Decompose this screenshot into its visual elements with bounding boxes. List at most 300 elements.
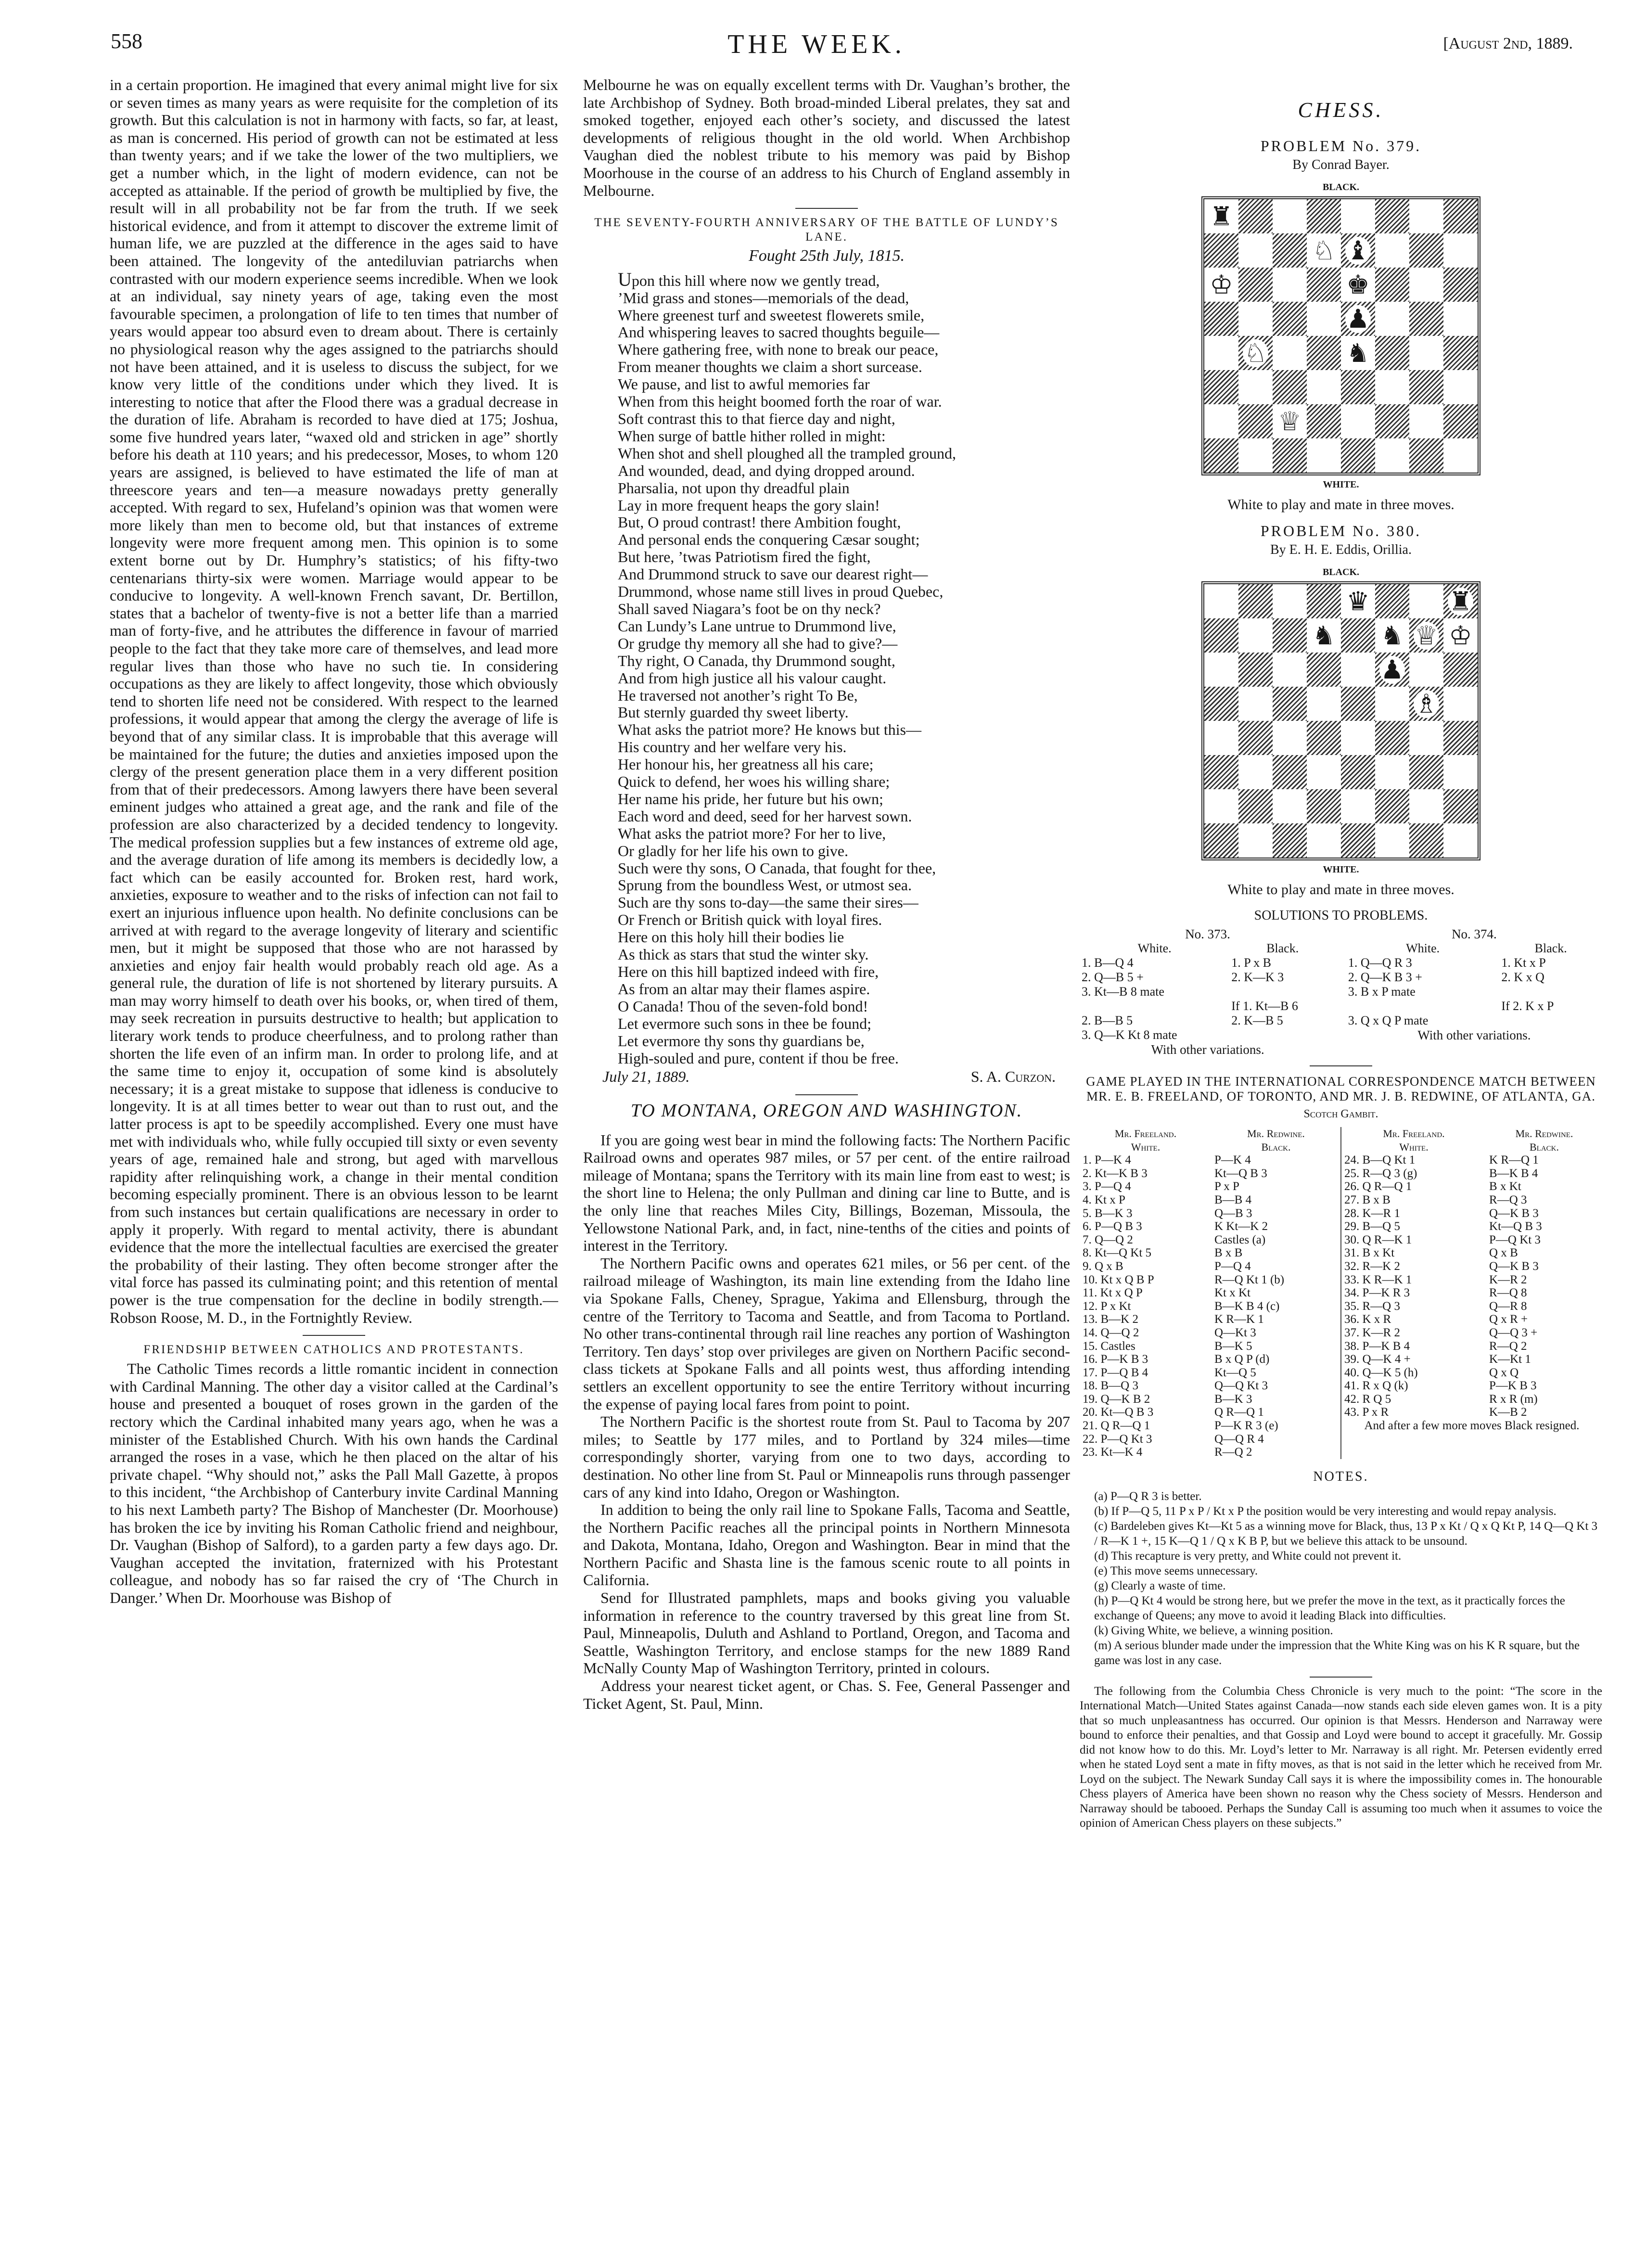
- game-move: 32. R—K 2: [1344, 1259, 1400, 1273]
- railroad-article-body: [583, 1131, 1070, 1713]
- game-move: R—Q 2: [1489, 1339, 1527, 1353]
- poem-line: When surge of battle hither rolled in might:: [618, 427, 886, 445]
- black-chess-piece-icon: ♚: [1346, 269, 1370, 300]
- game-move: R—Q 3: [1489, 1193, 1527, 1206]
- game-move: 1. P—K 4: [1083, 1153, 1131, 1167]
- game-move: Q—R 8: [1489, 1299, 1527, 1313]
- newspaper-title: THE WEEK.: [727, 29, 906, 59]
- game-move: K R—Q 1: [1489, 1153, 1539, 1167]
- white-chess-piece-icon: ♔: [1210, 269, 1233, 300]
- game-note: (m) A serious blunder made under the impression that the White King was on his K R square, but the game was lost in any case.: [1094, 1639, 1580, 1667]
- poem-line: He traversed not another’s right To Be,: [618, 686, 858, 704]
- friendship-article-text: The Catholic Times records a little romantic incident in connection with Cardinal Manning. The other day a visitor called at the Cardinal’s house and presented a bouquet of roses grown in the garden of the rectory which the Cardinal inhabited many years ago, when he was a minister of the Established Church. With his own hands the Cardinal arranged the roses in a vase, which he then placed on the altar of his private chapel. “Why should not,” asks the Pall Mall Gazette, à propos to this incident, “the Archbishop of Canterbury invite Cardinal Manning to his next Lambeth party? The Bishop of Manchester (Dr. Moorhouse) has broken the ice by inviting his Roman Catholic friend and neighbour, Dr. Vaughan (Bishop of Salford), to a garden party a few days ago. Dr. Vaughan accepted the invitation, fraternized with his Protestant colleague, and nobody has so far raised the cry of ‘The Church in Danger.’ When Dr. Moorhouse was Bishop of: [110, 1360, 558, 1606]
- chess-board-problem-379: [1201, 196, 1480, 475]
- board-square: [1375, 438, 1409, 473]
- game-move: B—B 4: [1214, 1193, 1252, 1206]
- game-note: (b) If P—Q 5, 11 P x P / Kt x P the position would be very interesting and would repay analysis.: [1094, 1504, 1556, 1518]
- board-square: [1204, 404, 1238, 438]
- poem-line: Quick to defend, her woes his willing share;: [618, 773, 890, 791]
- problem-379-black-label: BLACK.: [1322, 182, 1360, 192]
- board-square: [1238, 687, 1273, 721]
- board-square: [1409, 199, 1443, 233]
- poem-line: Thy right, O Canada, thy Drummond sought,: [618, 652, 895, 669]
- railroad-paragraph: Address your nearest ticket agent, or Chas. S. Fee, General Passenger and Ticket Agent, St. Paul, Minn.: [583, 1677, 1070, 1712]
- solutions: [1080, 927, 1602, 1057]
- board-square: [1443, 584, 1478, 618]
- board-square: [1204, 789, 1238, 823]
- game-note: (a) P—Q R 3 is better.: [1094, 1489, 1202, 1503]
- board-square: [1375, 336, 1409, 370]
- notes-heading: NOTES.: [1313, 1469, 1369, 1484]
- game-move: 35. R—Q 3: [1344, 1299, 1400, 1313]
- section-divider: [1310, 1065, 1372, 1066]
- game-move: 12. P x Kt: [1083, 1299, 1131, 1313]
- game-move: Kt x Kt: [1214, 1286, 1250, 1300]
- board-square: [1204, 233, 1238, 268]
- board-square: [1341, 618, 1375, 653]
- board-square: [1409, 404, 1443, 438]
- solution-move: 3. B x P mate: [1348, 985, 1416, 999]
- board-square: [1375, 233, 1409, 268]
- solution-move: 3. Q x Q P mate: [1348, 1013, 1429, 1027]
- game-move: 26. Q R—Q 1: [1344, 1180, 1412, 1193]
- solution-374: [1346, 927, 1602, 1057]
- board-square: [1443, 823, 1478, 858]
- game-move: Castles (a): [1214, 1233, 1266, 1246]
- section-divider: [795, 208, 858, 209]
- game-move: 17. P—Q B 4: [1083, 1366, 1148, 1379]
- game-move: Q—Q R 4: [1214, 1432, 1264, 1446]
- solution-move: 2. K x Q: [1501, 970, 1544, 984]
- solution-373-number: No. 373.: [1185, 927, 1230, 941]
- game-move: 34. P—K R 3: [1344, 1286, 1410, 1300]
- board-square: [1238, 336, 1273, 370]
- board-square: [1375, 199, 1409, 233]
- game-move: 43. P x R: [1344, 1406, 1389, 1419]
- section-divider: [303, 1335, 365, 1336]
- page-number: 558: [111, 29, 142, 53]
- game-move: 11. Kt x Q P: [1083, 1286, 1143, 1300]
- column-1: [110, 76, 558, 1606]
- poem-line: And wounded, dead, and dying dropped around.: [618, 461, 915, 479]
- board-square: [1307, 687, 1341, 721]
- poem-subheading: Fought 25th July, 1815.: [749, 247, 905, 265]
- solution-move: 2. Q—B 5 +: [1082, 970, 1144, 984]
- railroad-article-heading: TO MONTANA, OREGON AND WASHINGTON.: [630, 1101, 1023, 1121]
- game-move: P—Q 4: [1214, 1259, 1251, 1273]
- game-move: 18. B—Q 3: [1083, 1379, 1138, 1393]
- board-square: [1341, 199, 1375, 233]
- white-header: White.: [1406, 941, 1440, 955]
- game-move: B—K B 4 (c): [1214, 1299, 1280, 1313]
- board-square: [1238, 653, 1273, 687]
- column-2: [583, 76, 1070, 1712]
- solution-373: [1080, 927, 1336, 1057]
- poem-line: O Canada! Thou of the seven-fold bond!: [618, 997, 868, 1015]
- board-square: [1204, 653, 1238, 687]
- poem-line: Her name his pride, her future but his own;: [618, 790, 883, 807]
- board-square: [1238, 721, 1273, 755]
- solution-move: 2. B—B 5: [1082, 1013, 1133, 1027]
- board-square: [1375, 653, 1409, 687]
- board-square: [1341, 755, 1375, 789]
- game-move: 29. B—Q 5: [1344, 1220, 1400, 1233]
- poem-line: And whispering leaves to sacred thoughts beguile—: [618, 323, 940, 341]
- board-square: [1238, 233, 1273, 268]
- game-move: Q x B: [1489, 1246, 1518, 1260]
- game-move: Q—Kt 3: [1214, 1326, 1256, 1339]
- issue-date: [August 2nd, 1889.: [1443, 35, 1573, 52]
- solution-move: 1. P x B: [1231, 956, 1272, 970]
- game-move: B x B: [1214, 1246, 1243, 1260]
- board-square: [1238, 789, 1273, 823]
- game-move: R—Q 8: [1489, 1286, 1527, 1300]
- board-square: [1341, 687, 1375, 721]
- board-square: [1273, 618, 1307, 653]
- board-square: [1273, 370, 1307, 404]
- game-move: 23. Kt—K 4: [1083, 1446, 1143, 1459]
- game-move: 19. Q—K B 2: [1083, 1392, 1150, 1406]
- board-square: [1307, 618, 1341, 653]
- poem-line: And Drummond struck to save our dearest right—: [618, 565, 928, 583]
- board-square: [1273, 268, 1307, 302]
- board-square: [1307, 302, 1341, 336]
- game-move: 31. B x Kt: [1344, 1246, 1395, 1260]
- solution-move: [1499, 1013, 1602, 1028]
- white-chess-piece-icon: ♕: [1415, 620, 1438, 651]
- white-header: White.: [1137, 941, 1172, 955]
- board-square: [1341, 721, 1375, 755]
- problem-379-white-label: WHITE.: [1323, 479, 1359, 490]
- white-chess-piece-icon: ♕: [1278, 406, 1301, 436]
- board-square: [1409, 268, 1443, 302]
- game-heading: GAME PLAYED IN THE INTERNATIONAL CORRESPONDENCE MATCH BETWEEN MR. E. B. FREELAND, OF TORONTO, AND MR. J. B. REDWINE, OF ATLANTA, GA.: [1086, 1074, 1596, 1103]
- board-square: [1204, 687, 1238, 721]
- board-square: [1375, 268, 1409, 302]
- board-square: [1409, 233, 1443, 268]
- game-move: 30. Q R—K 1: [1344, 1233, 1412, 1246]
- problem-380-title: PROBLEM No. 380.: [1260, 522, 1422, 539]
- board-square: [1443, 438, 1478, 473]
- poem-heading: THE SEVENTY-FOURTH ANNIVERSARY OF THE BATTLE OF LUNDY’S LANE.: [594, 216, 1059, 244]
- game-move: 42. R Q 5: [1344, 1392, 1391, 1406]
- game-move: R x R (m): [1489, 1392, 1538, 1406]
- white-label: White.: [1399, 1140, 1429, 1153]
- poem-line: Let evermore such sons in thee be found;: [618, 1014, 871, 1032]
- board-square: [1238, 438, 1273, 473]
- poem-line: What asks the patriot more? For her to live,: [618, 824, 886, 842]
- poem-date: July 21, 1889.: [602, 1068, 690, 1086]
- black-chess-piece-icon: ♜: [1210, 201, 1233, 231]
- board-square: [1307, 268, 1341, 302]
- board-square: [1341, 233, 1375, 268]
- solution-move: 1. B—Q 4: [1082, 956, 1134, 970]
- board-square: [1341, 336, 1375, 370]
- board-square: [1307, 336, 1341, 370]
- game-note: (e) This move seems unnecessary.: [1094, 1564, 1258, 1577]
- board-square: [1375, 823, 1409, 858]
- game-move: 5. B—K 3: [1083, 1206, 1133, 1220]
- game-move: 40. Q—K 5 (h): [1344, 1366, 1418, 1379]
- game-result: And after a few more moves Black resigned.: [1364, 1419, 1580, 1433]
- solution-move: [1229, 1028, 1336, 1042]
- game-move: 21. Q R—Q 1: [1083, 1419, 1150, 1433]
- board-square: [1307, 823, 1341, 858]
- poem-line: Where greenest turf and sweetest flowerets smile,: [618, 306, 925, 324]
- board-square: [1409, 789, 1443, 823]
- board-square: [1375, 404, 1409, 438]
- board-square: [1443, 755, 1478, 789]
- poem-line: But, O proud contrast! there Ambition fought,: [618, 513, 901, 531]
- board-square: [1341, 584, 1375, 618]
- board-square: [1238, 755, 1273, 789]
- white-chess-piece-icon: ♗: [1415, 688, 1438, 719]
- problem-380-black-label: BLACK.: [1322, 567, 1360, 577]
- board-square: [1443, 268, 1478, 302]
- board-square: [1273, 199, 1307, 233]
- black-chess-piece-icon: ♟: [1380, 654, 1404, 685]
- board-square: [1409, 653, 1443, 687]
- player-white: Mr. Freeland.: [1383, 1128, 1445, 1140]
- board-square: [1443, 721, 1478, 755]
- white-chess-piece-icon: ♘: [1312, 235, 1336, 266]
- board-square: [1204, 755, 1238, 789]
- game-move: P—K B 3: [1489, 1379, 1537, 1393]
- board-square: [1204, 618, 1238, 653]
- board-square: [1307, 584, 1341, 618]
- poem-line: And from high justice all his valour caught.: [618, 669, 887, 687]
- game-move: B—K 3: [1214, 1392, 1252, 1406]
- game-move: 16. P—K B 3: [1083, 1353, 1148, 1366]
- poem-line: When from this height boomed forth the roar of war.: [618, 393, 942, 410]
- game-move: R—Q 2: [1214, 1446, 1252, 1459]
- board-square: [1273, 233, 1307, 268]
- game-move: 38. P—K B 4: [1344, 1339, 1410, 1353]
- board-square: [1204, 370, 1238, 404]
- poem-body: [583, 268, 1070, 1067]
- board-square: [1443, 336, 1478, 370]
- solution-374-note: With other variations.: [1417, 1028, 1531, 1042]
- board-square: [1238, 823, 1273, 858]
- game-move: 37. K—R 2: [1344, 1326, 1400, 1339]
- game-move: Q—Q 3 +: [1489, 1326, 1538, 1339]
- game-move: 6. P—Q B 3: [1083, 1220, 1142, 1233]
- poem-line: Lay in more frequent heaps the gory slain!: [618, 496, 880, 514]
- board-square: [1307, 233, 1341, 268]
- board-square: [1273, 302, 1307, 336]
- poem-line: What asks the patriot more? He knows but this—: [618, 721, 921, 739]
- board-square: [1443, 789, 1478, 823]
- game-notes: [1080, 1489, 1602, 1668]
- board-square: [1409, 823, 1443, 858]
- poem-line: Where gathering free, with none to break our peace,: [618, 341, 939, 359]
- board-square: [1273, 823, 1307, 858]
- board-square: [1443, 233, 1478, 268]
- poem-line: But here, ’twas Patriotism fired the fight,: [618, 548, 871, 566]
- white-label: White.: [1131, 1140, 1161, 1153]
- poem-line: As thick as stars that stud the winter sky.: [618, 946, 869, 963]
- game-move: K R—K 1: [1214, 1313, 1264, 1326]
- game-move: K Kt—K 2: [1214, 1220, 1268, 1233]
- poem-line: Or French or British quick with loyal fires.: [618, 911, 882, 929]
- poem-line: Such are thy sons to-day—the same their sires—: [618, 894, 919, 911]
- game-move: B—K 5: [1214, 1339, 1252, 1353]
- friendship-heading: FRIENDSHIP BETWEEN CATHOLICS AND PROTESTANTS.: [143, 1343, 524, 1357]
- board-square: [1238, 302, 1273, 336]
- solution-374-number: No. 374.: [1452, 927, 1497, 941]
- board-square: [1409, 370, 1443, 404]
- poem-line: His country and her welfare very his.: [618, 738, 847, 756]
- board-square: [1204, 438, 1238, 473]
- board-square: [1409, 618, 1443, 653]
- black-chess-piece-icon: ♜: [1449, 586, 1472, 616]
- solution-move: 1. Q—Q R 3: [1348, 956, 1412, 970]
- board-square: [1307, 755, 1341, 789]
- problem-379-author: By Conrad Bayer.: [1292, 157, 1390, 172]
- game-move: Q—K B 3: [1489, 1206, 1539, 1220]
- game-move: 4. Kt x P: [1083, 1193, 1125, 1206]
- board-square: [1307, 653, 1341, 687]
- board-square: [1238, 584, 1273, 618]
- solution-move: [1080, 999, 1229, 1013]
- poem-line: Or gladly for her life his own to give.: [618, 842, 848, 859]
- poem-line: Upon this hill where now we gently tread,: [618, 268, 880, 290]
- game-move: Q x Q: [1489, 1366, 1519, 1379]
- problem-380-author: By E. H. E. Eddis, Orillia.: [1270, 542, 1412, 557]
- game-move: 24. B—Q Kt 1: [1344, 1153, 1416, 1167]
- solution-move: If 1. Kt—B 6: [1231, 999, 1298, 1013]
- white-chess-piece-icon: ♔: [1449, 620, 1472, 651]
- board-square: [1375, 789, 1409, 823]
- game-move: 36. K x R: [1344, 1313, 1391, 1326]
- game-move: 9. Q x B: [1083, 1259, 1123, 1273]
- board-square: [1273, 404, 1307, 438]
- poem-line: From meaner thoughts we claim a short surcease.: [618, 358, 922, 376]
- poem-line: Can Lundy’s Lane untrue to Drummond live,: [618, 617, 896, 635]
- poem-line: Each word and deed, seed for her harvest sown.: [618, 807, 912, 825]
- game-note: (c) Bardeleben gives Kt—Kt 5 as a winning move for Black, thus, 13 P x Kt / Q x Q Kt P, 14 Q—Q Kt 3 / R—K 1 +, 15 K—Q 1 / Q x K B P, but we believe this attack to be unsound.: [1094, 1519, 1598, 1548]
- solutions-heading: SOLUTIONS TO PROBLEMS.: [1254, 908, 1428, 923]
- board-square: [1443, 687, 1478, 721]
- board-square: [1273, 584, 1307, 618]
- board-square: [1409, 755, 1443, 789]
- poem-line: Drummond, whose name still lives in proud Quebec,: [618, 583, 944, 601]
- poem-line: Let evermore thy sons thy guardians be,: [618, 1032, 865, 1050]
- board-square: [1238, 404, 1273, 438]
- poem-line: Shall saved Niagara’s foot be on thy neck?: [618, 600, 881, 617]
- black-chess-piece-icon: ♞: [1312, 620, 1336, 651]
- poem-line: Sprung from the boundless West, or utmost sea.: [618, 876, 912, 894]
- board-square: [1204, 584, 1238, 618]
- player-black: Mr. Redwine.: [1247, 1128, 1305, 1140]
- board-square: [1307, 370, 1341, 404]
- board-square: [1375, 302, 1409, 336]
- game-move: 14. Q—Q 2: [1083, 1326, 1139, 1339]
- board-square: [1375, 687, 1409, 721]
- board-square: [1375, 721, 1409, 755]
- board-square: [1204, 199, 1238, 233]
- board-square: [1375, 370, 1409, 404]
- board-square: [1273, 438, 1307, 473]
- black-header: Black.: [1266, 941, 1299, 955]
- poem-line: Her honour his, her greatness all his care;: [618, 756, 874, 773]
- game-move: 15. Castles: [1083, 1339, 1135, 1353]
- game-move: 10. Kt x Q B P: [1083, 1273, 1154, 1286]
- game-move: Q—B 3: [1214, 1206, 1252, 1220]
- poem-line: We pause, and list to awful memories far: [618, 375, 870, 393]
- board-square: [1307, 789, 1341, 823]
- game-score: [1080, 1127, 1602, 1459]
- poem-line: Here on this hill baptized indeed with fire,: [618, 963, 879, 980]
- chess-chronicle-excerpt: The following from the Columbia Chess Chronicle is very much to the point: “The score in the International Match—United States against Canada—now stands each side eleven games won. It is a pity that so much unpleasantness has occurred. Our opinion is that Messrs. Henderson and Narraway were bound to enforce their penalties, and that Gossip and Loyd were bound to accept it gracefully. Mr. Gossip did not know how to do this. Mr. Loyd’s letter to Mr. Narraway is all right. Mr. Petersen evidently erred when he stated Loyd sent a mate in fifty moves, as that is not said in the letter which he received from Mr. Loyd on the subject. The Newark Sunday Call says it is where the impossibility comes in. The honourable Chess players of America have been shown no reason why the Chess society of Messrs. Henderson and Narraway should be tabooed. Perhaps the Sunday Call is assuming too much when it assumes to voice the opinion of American Chess players on these subjects.”: [1080, 1684, 1602, 1830]
- game-move: B—K B 4: [1489, 1166, 1538, 1180]
- poem-line: When shot and shell ploughed all the trampled ground,: [618, 444, 956, 462]
- board-square: [1273, 336, 1307, 370]
- solution-move: [1229, 985, 1336, 999]
- board-square: [1341, 370, 1375, 404]
- solution-373-note: With other variations.: [1151, 1042, 1264, 1057]
- board-square: [1273, 755, 1307, 789]
- game-move: Kt—Q 5: [1214, 1366, 1256, 1379]
- board-square: [1443, 618, 1478, 653]
- section-divider: [795, 1094, 858, 1095]
- railroad-paragraph: Send for Illustrated pamphlets, maps and books giving you valuable information in reference to the country traversed by this great line from St. Paul, Minneapolis, Duluth and Ashland to Portland, Oregon, and Tacoma and Seattle, Washington Territory, and enclose stamps for the new 1889 Rand McNally County Map of Washington Territory, printed in colours.: [583, 1589, 1070, 1677]
- board-square: [1443, 302, 1478, 336]
- railroad-paragraph: If you are going west bear in mind the following facts: The Northern Pacific Railroad owns and operates 987 miles, or 57 per cent. of the entire railroad mileage of Montana; spans the Territory with its main line from east to west; is the short line to Helena; the only Pullman and dining car line to Butte, and is the only line that reaches Miles City, Billings, Bozeman, Missoula, the Yellowstone National Park, and, in fact, nine-tenths of the cities and points of interest in the Territory.: [583, 1131, 1071, 1255]
- solution-move: 3. Kt—B 8 mate: [1082, 985, 1164, 999]
- game-note: (d) This recapture is very pretty, and White could not prevent it.: [1094, 1549, 1402, 1563]
- poem-line: Pharsalia, not upon thy dreadful plain: [618, 479, 850, 497]
- solution-move: If 2. K x P: [1501, 999, 1554, 1013]
- board-square: [1341, 789, 1375, 823]
- problem-380-white-label: WHITE.: [1323, 864, 1359, 875]
- poem-line: High-souled and pure, content if thou be free.: [618, 1049, 899, 1067]
- black-header: Black.: [1534, 941, 1567, 955]
- solution-move: 2. Q—K B 3 +: [1348, 970, 1422, 984]
- game-move: 41. R x Q (k): [1344, 1379, 1408, 1393]
- problem-380-caption: White to play and mate in three moves.: [1227, 882, 1454, 897]
- problem-379-title: PROBLEM No. 379.: [1260, 137, 1422, 154]
- player-black: Mr. Redwine.: [1515, 1128, 1573, 1140]
- game-move: K—B 2: [1489, 1406, 1527, 1419]
- railroad-paragraph: The Northern Pacific is the shortest route from St. Paul to Tacoma by 207 miles; to Seattle by 177 miles, and to Portland by 324 miles—time correspondingly shorter, varying from one to two days, according to destination. No other line from St. Paul or Minneapolis runs through passenger cars of any kind into Idaho, Oregon or Washington.: [583, 1413, 1070, 1501]
- board-square: [1341, 653, 1375, 687]
- solution-move: 2. K—K 3: [1231, 970, 1284, 984]
- board-square: [1375, 755, 1409, 789]
- solution-move: 3. Q—K Kt 8 mate: [1082, 1028, 1177, 1042]
- game-move: R—Q Kt 1 (b): [1214, 1273, 1285, 1286]
- board-square: [1204, 721, 1238, 755]
- board-square: [1238, 370, 1273, 404]
- game-move: Q—K B 3: [1489, 1259, 1539, 1273]
- board-square: [1341, 823, 1375, 858]
- game-move: K—R 2: [1489, 1273, 1527, 1286]
- white-chess-piece-icon: ♘: [1244, 337, 1267, 368]
- poem-line: But sternly guarded thy sweet liberty.: [618, 704, 849, 721]
- poem-line: Soft contrast this to that fierce day and night,: [618, 410, 895, 427]
- problem-379-caption: White to play and mate in three moves.: [1227, 497, 1454, 513]
- longevity-article-text: in a certain proportion. He imagined that every animal might live for six or seven times as many years as were requisite for the completion of its growth. But this calculation is not in harmony with facts, so far, at least, as man is concerned. His period of growth can not be estimated at less than twenty years; and if we take the lower of the two multipliers, we get a number which, in the light of modern evidence, can not be accepted as attainable. If the period of growth be multiplied by five, the result will in all probability not be far from the truth. If we seek historical evidence, and from it attempt to discover the extreme limit of human life, we are puzzled at the difference in the ages said to have been attained. The longevity of the antediluvian patriarchs when contrasted with our modern experience seems incredible. When we look at an individual, say ninety years of age, taking even the most favourable specimen, a prolongation of life to ten times that number of years would appear too absurd even to dream about. There is certainly no physiological reason why the ages assigned to the patriarchs should not have been attained, and it is useless to discuss the subject, for we know very little of the conditions under which they lived. It is interesting to notice that after the Flood there was a gradual decrease in the duration of life. Abraham is recorded to have died at 175; Joshua, some five hundred years later, “waxed old and stricken in age” shortly before his death at 110 years; and his predecessor, Moses, to whom 120 years are assigned, is believed to have estimated the life of man at threescore years and ten—a measure nowadays pretty generally accepted. With regard to sex, Hufeland’s opinion was that women were more likely than men to become old, but that instances of extreme longevity were more frequent among men. This opinion is to some extent borne out by Dr. Humphry’s statistics; of his fifty-two centenarians thirty-six were women. Marriage would appear to be conducive to longevity. A well-known French savant, Dr. Bertillon, states that a bachelor of twenty-five is not a better life than a married man of forty-five, and he attributes the difference in favour of married people to the fact that they take more care of themselves, and lead more regular lives than those who have no such tie. In considering occupations as they are likely to affect longevity, those which obviously tend to shorten life need not be considered. With respect to the learned professions, it would appear that among the clergy the average of life is beyond that of any similar class. It is improbable that this average will be maintained for the future; the duties and anxieties imposed upon the clergy of the present generation place them in a very different position from that of their predecessors. Among lawyers there have been several eminent judges who attained a great age, and the rank and file of the profession are also characterized by a decided tendency to longevity. The medical profession supplies but a few instances of extreme old age, and the average duration of life among its members is decidedly low, a fact which can be easily accounted for. Broken rest, hard work, anxieties, exposure to weather and to the risks of infection can not fail to exert an injurious influence upon health. No definite conclusions can be arrived at with regard to the average longevity of literary and scientific men, but it might be supposed that those who are not harassed by anxieties and enjoy fair health would probably reach old age. As a general rule, the duration of life is not shortened by literary pursuits. A man may worry himself to death over his books, or, when tired of them, may seek recreation in pursuits destructive to health; but application to literary work tends to produce cheerfulness, and to prolong rather than shorten the life even of an infirm man. In order to prolong life, and at the same time to enjoy it, occupation of some kind is absolutely necessary; it is a great mistake to suppose that idleness is conducive to longevity. It is at all times better to wear out than to rust out, and the latter process is apt to be speedily accomplished. Every one must have met with individuals who, while fully occupied till sixty or even seventy years of age, remained hale and strong, but aged with marvellous rapidity after relinquishing work, a change in their mental condition becoming especially prominent. There is an obvious lesson to be learnt from such instances but certain qualifications are necessary in order to apply it properly. With regard to mental activity, there is abundant evidence that the more the intellectual faculties are exercised the greater the probability of their lasting. They often become stronger after the vital force has passed its culminating point; and this retention of mental power is the true compensation for the decline in bodily strength.—Robson Roose, M. D., in the Fortnightly Review.: [110, 76, 558, 1326]
- section-divider: [1310, 1677, 1372, 1678]
- board-square: [1443, 404, 1478, 438]
- board-square: [1341, 302, 1375, 336]
- board-square: [1341, 404, 1375, 438]
- poem-line: Here on this holy hill their bodies lie: [618, 928, 844, 946]
- board-square: [1409, 336, 1443, 370]
- game-note: (g) Clearly a waste of time.: [1094, 1579, 1226, 1592]
- game-move: P—Q Kt 3: [1489, 1233, 1541, 1246]
- board-square: [1273, 721, 1307, 755]
